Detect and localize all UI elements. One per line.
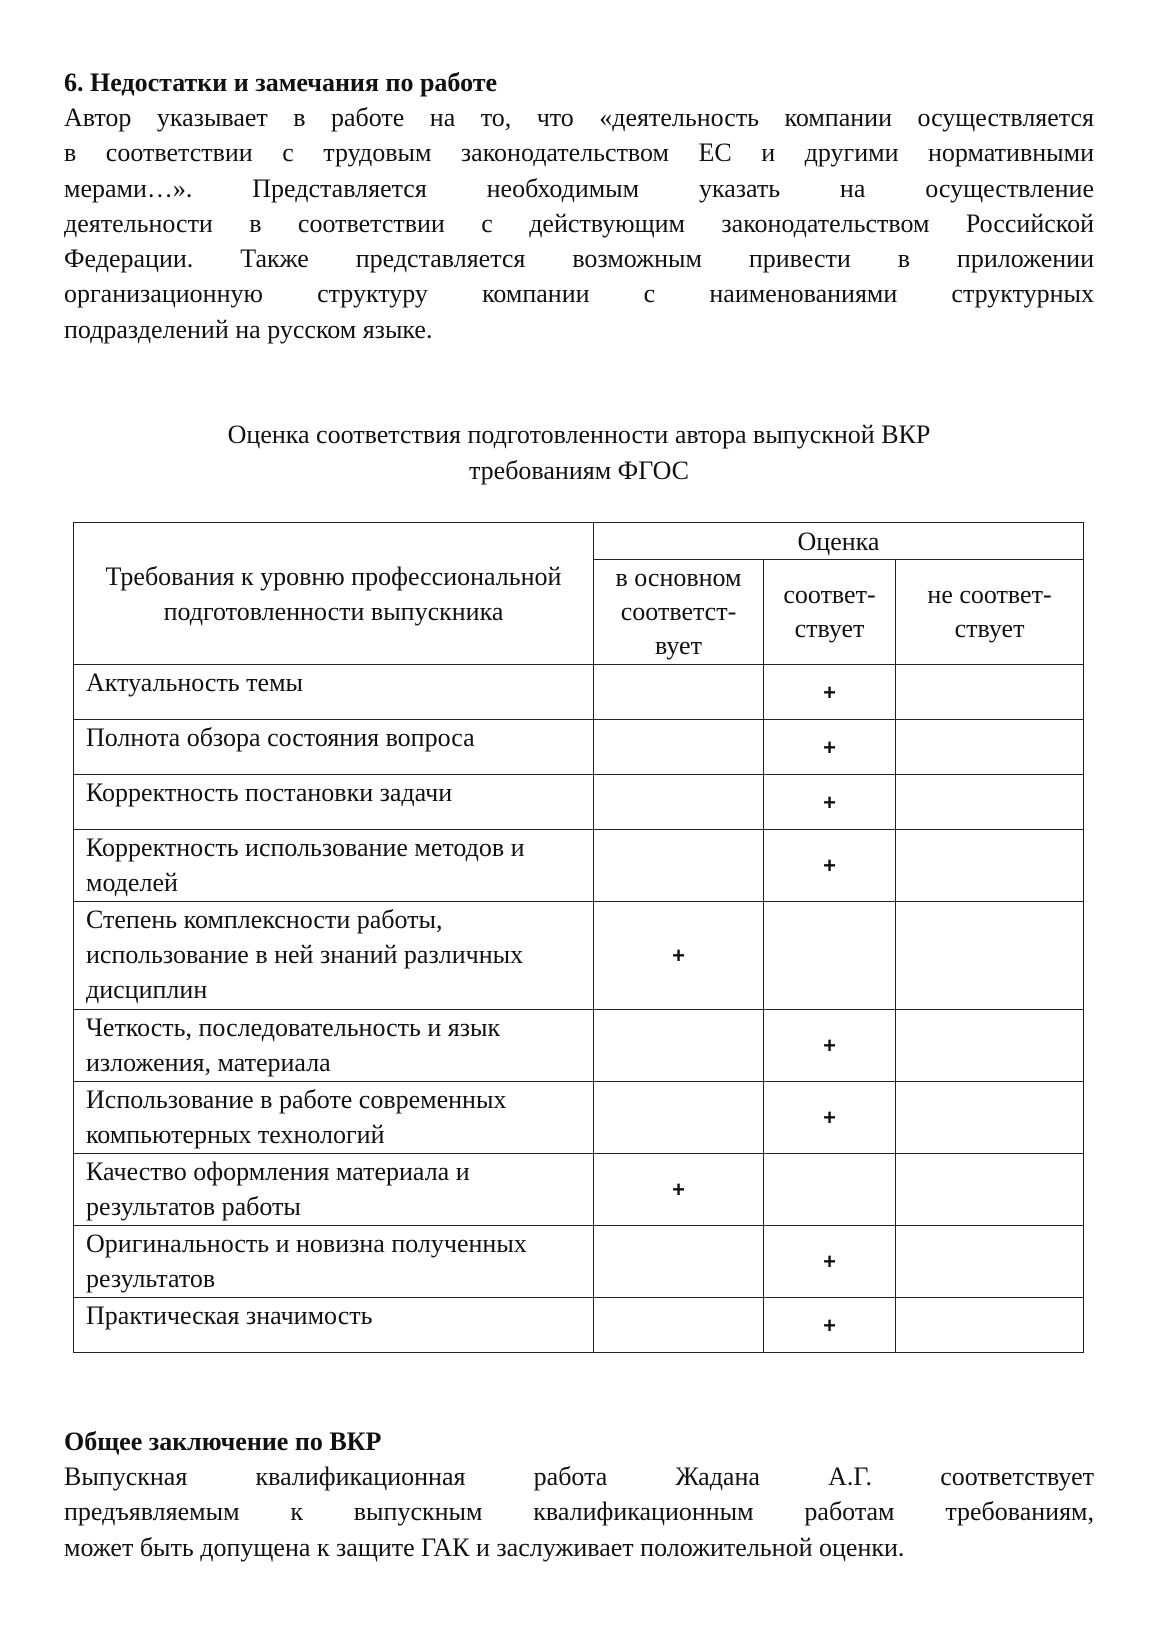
meets-cell: + [764, 1298, 896, 1353]
paragraph-line: предъявляемым к выпускным квалификационным работам требованиям, [64, 1497, 1094, 1527]
not-meets-cell [896, 665, 1084, 720]
mostly-meets-cell [594, 720, 764, 775]
paragraph-line: может быть допущена к защите ГАК и заслуживает положительной оценки. [64, 1532, 905, 1562]
not-meets-cell [896, 1082, 1084, 1154]
not-meets-cell [896, 830, 1084, 902]
table-row [74, 1298, 1084, 1353]
meets-cell: + [764, 1226, 896, 1298]
meets-cell: + [764, 720, 896, 775]
criterion-cell: Оригинальность и новизна полученных результатов [74, 1226, 594, 1298]
mostly-meets-cell [594, 1010, 764, 1082]
meets-cell: + [764, 830, 896, 902]
table-row [74, 1154, 1084, 1226]
not-meets-cell [896, 1010, 1084, 1082]
paragraph-line: Выпускная квалификационная работа Жадана А.Г. соответствует [64, 1462, 1094, 1491]
mostly-meets-cell [594, 1082, 764, 1154]
section-title-shortcomings: 6. Недостатки и замечания по работе [64, 68, 498, 97]
criterion-cell: Качество оформления материала и результатов работы [74, 1154, 594, 1226]
criterion-cell: Четкость, последовательность и язык изложения, материала [74, 1010, 594, 1082]
mostly-meets-cell: + [594, 1154, 764, 1226]
meets-cell: + [764, 775, 896, 830]
mostly-meets-cell [594, 1298, 764, 1353]
column-header-mostly-meets [594, 560, 764, 665]
mostly-meets-cell: + [594, 902, 764, 1010]
criterion-cell: Полнота обзора состояния вопроса [74, 720, 594, 775]
column-header-meets [764, 560, 896, 665]
not-meets-cell [896, 720, 1084, 775]
mostly-meets-cell [594, 1226, 764, 1298]
paragraph-line: в соответствии с трудовым законодательством ЕС и другими нормативными [64, 138, 1094, 168]
table-row [74, 1082, 1084, 1154]
table-row [74, 775, 1084, 830]
meets-cell: + [764, 665, 896, 720]
assessment-table [73, 522, 1084, 1353]
conclusion-paragraph [64, 1459, 1094, 1565]
paragraph-line: организационную структуру компании с наименованиями структурных [64, 279, 1094, 309]
grade-header: Оценка [594, 523, 1084, 560]
mostly-meets-cell [594, 830, 764, 902]
requirements-header-text: Требования к уровню профессиональной подготовленности выпускника [105, 561, 562, 626]
criterion-cell: Степень комплексности работы, использование в ней знаний различных дисциплин [74, 902, 594, 1010]
meets-cell [764, 1154, 896, 1226]
column-header-not-meets [896, 560, 1084, 665]
table-row [74, 720, 1084, 775]
meets-cell: + [764, 1082, 896, 1154]
table-caption-line: Оценка соответствия подготовленности автора выпускной ВКР [227, 420, 931, 449]
meets-cell [764, 902, 896, 1010]
table-caption-line: требованиям ФГОС [468, 456, 690, 485]
requirements-header [74, 523, 594, 665]
mostly-meets-cell [594, 665, 764, 720]
paragraph-line: Федерации. Также представляется возможным привести в приложении [64, 244, 1094, 274]
section-title-conclusion: Общее заключение по ВКР [64, 1427, 382, 1456]
not-meets-cell [896, 775, 1084, 830]
criterion-cell: Использование в работе современных компьютерных технологий [74, 1082, 594, 1154]
table-caption [64, 417, 1094, 489]
not-meets-cell [896, 1226, 1084, 1298]
table-row [74, 830, 1084, 902]
criterion-cell: Корректность использование методов и моделей [74, 830, 594, 902]
column-header-text: соответ-ствует [783, 580, 876, 643]
shortcomings-paragraph [64, 100, 1094, 347]
table-row [74, 665, 1084, 720]
table-row [74, 1010, 1084, 1082]
meets-cell: + [764, 1010, 896, 1082]
table-row [74, 902, 1084, 1010]
paragraph-line: деятельности в соответствии с действующим законодательством Российской [64, 208, 1094, 238]
not-meets-cell [896, 1154, 1084, 1226]
criterion-cell: Актуальность темы [74, 665, 594, 720]
paragraph-line: подразделений на русском языке. [64, 314, 433, 344]
paragraph-line: мерами…». Представляется необходимым указать на осуществление [64, 173, 1094, 203]
column-header-text: в основном соответст-вует [615, 563, 742, 660]
not-meets-cell [896, 902, 1084, 1010]
criterion-cell: Корректность постановки задачи [74, 775, 594, 830]
table-row [74, 1226, 1084, 1298]
paragraph-line: Автор указывает в работе на то, что «деятельность компании осуществляется [64, 103, 1094, 132]
not-meets-cell [896, 1298, 1084, 1353]
column-header-text: не соответ-ствует [927, 580, 1052, 643]
mostly-meets-cell [594, 775, 764, 830]
criterion-cell: Практическая значимость [74, 1298, 594, 1353]
